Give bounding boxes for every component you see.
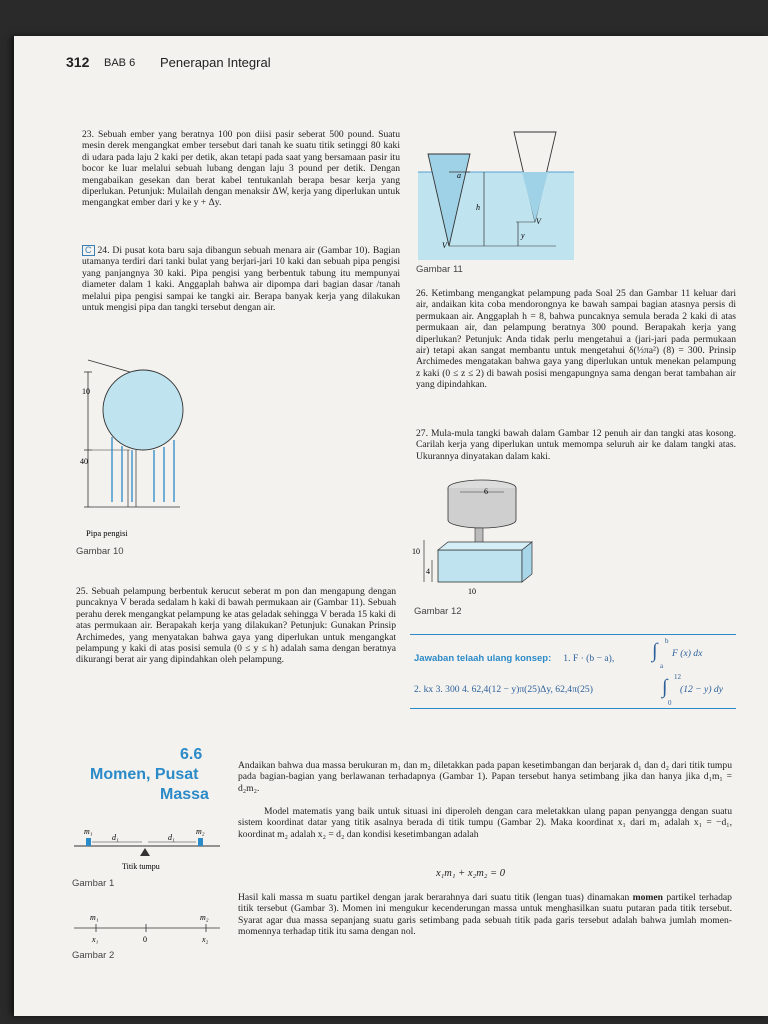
- answers-rule-bottom: [410, 708, 736, 709]
- section-paragraph-3: [238, 892, 732, 938]
- answer-2-integrand: (12 − y) dy: [680, 684, 723, 695]
- integral-1-upper: b: [665, 637, 669, 645]
- fig12-label-top: 6: [484, 487, 488, 496]
- problem-24-text: 24. Di pusat kota baru saja dibangun sebuah menara air (Gambar 10). Bagian utamanya terdiri dari tanki bulat yang berjari-jari 10 kaki dan sebuah pipa pengisi yang panjangnya 30 kaki. Pipa pengisi yang berbentuk tabung itu mempunyai diameter dalam 1 kaki. Anggaplah bahwa air dipompa dari bagian dasar /tanah melalui pipa pengisi sampai ke tangki air. Berapa banyak kerja yang dilakukan untuk mengisi pipa dan tangki tersebut dengan air.: [82, 245, 400, 314]
- figure-11-buoy: [416, 126, 576, 262]
- section-paragraph-2: Model matematis yang baik untuk situasi ini diperoleh dengan cara meletakkan ulang papan penyangga dengan suatu sistem koordinat datar yang titik asalnya berada di titik tumpu (Gambar 2). Maka koordinat x₁ dari m₁ adalah x₁ = −d₁, koordinat m₂ adalah x₂ = d₂ dan kondisi kesetimbangan adalah: [238, 806, 732, 840]
- fig12-label-10w: 10: [468, 587, 476, 596]
- fig10-label-40: 40: [80, 457, 88, 466]
- problem-25: 25. Sebuah pelampung berbentuk kerucut seberat m pon dan mengapung dengan puncaknya V berada sedalam h kaki di bawah permukaan air (Gambar 11). Sebuah perahu derek mengangkat pelampung ke atas geladak sehingga V berada 15 kaki di atas permukaan air. Berapakah kerja yang dilakukan? Petunjuk: Gunakan Prinsip Archimedes, yang menyatakan bahwa gaya yang diperlukan untuk mengangkat pelampung y kaki di atas posisi semula (0 ≤ y ≤ h) adalah sama dengan beratnya dikurangi berat air yang dipindahkan oleh pelampung.: [76, 586, 396, 666]
- section-paragraph-1: Andaikan bahwa dua massa berukuran m₁ dan m₂ diletakkan pada papan kesetimbangan dan berjarak d₁ dan d₂ dari titik tumpu pada bagian-bagian yang berlawanan terhadapnya (Gambar 1). Papan tersebut hanya setimbang jika dan hanya jika d₁m₁ = d₂m₂.: [238, 760, 732, 794]
- problem-26: 26. Ketimbang mengangkat pelampung pada Soal 25 dan Gambar 11 keluar dari air, andaikan kita coba mendorongnya ke bawah sampai bagian atasnya persis di permukaan air. Anggaplah h = 8, bahwa puncaknya semula berada 2 kaki di atas permukaan air, dan pelampung beratnya 300 pound. Berapakah kerja yang diperlukan? Petunjuk: Anda tidak perlu mengetahui a (jari-jari pada permukaan air) tetapi akan sangat membantu untuk mengetahui δ(⅓πa²) (8) = 300. Prinsip Archimedes mengatakan bahwa gaya yang diperlukan untuk menekan pelampung z kaki (0 ≤ z ≤ 2) di bawah posisi mengapungnya sama dengan berat tambahan air yang dipindahkan.: [416, 288, 736, 391]
- integral-2-upper: 12: [674, 673, 681, 681]
- answer-1: 1. F · (b − a),: [563, 653, 615, 664]
- answers-title: Jawaban telaah ulang konsep:: [414, 653, 552, 664]
- equilibrium-equation: x₁m₁ + x₂m₂ = 0: [436, 868, 506, 879]
- figure-2-axis: [70, 908, 230, 948]
- figure-2-caption: Gambar 2: [72, 950, 115, 961]
- answer-1-integrand: F (x) dx: [672, 648, 703, 659]
- fig12-label-10h: 10: [412, 547, 420, 556]
- fig11-label-v1: V: [442, 241, 447, 250]
- figure-10-caption: Gambar 10: [76, 546, 124, 557]
- figure-11-caption: Gambar 11: [416, 264, 463, 275]
- section-title-line-2: Massa: [160, 786, 209, 803]
- fig1-d1: d₁: [112, 833, 119, 842]
- fig11-label-v2: V: [536, 217, 541, 226]
- fig10-pipe-label: Pipa pengisi: [86, 528, 128, 538]
- chapter-title: Penerapan Integral: [160, 55, 271, 70]
- problem-23: 23. Sebuah ember yang beratnya 100 pon diisi pasir seberat 500 pound. Suatu mesin derek mengangkat ember tersebut dari tanah ke suatu titik setinggi 80 kaki di udara pada laju 2 kaki per detik, akan tetapi pada saat yang bersamaan pasir itu bocor ke luar melalui sebuah lubang dengan laju 3 pound per detik. Dengan mengabaikan gesekan dan berat kabel tentukanlah berapa besar kerja yang diperlukan. Petunjuk: Mulailah dengan menaksir ΔW, kerja yang diperlukan untuk mengangkat ember dari y ke y + Δy.: [82, 129, 400, 209]
- figure-12-tanks: [410, 474, 560, 600]
- figure-1-balance: [70, 824, 230, 874]
- page-number: 312: [66, 54, 90, 70]
- problem-24: [82, 245, 400, 313]
- problem-27: 27. Mula-mula tangki bawah dalam Gambar 12 penuh air dan tangki atas kosong. Carilah kerja yang diperlukan untuk memompa seluruh air ke dalam tangki atas. Ukurannya dinyatakan dalam kaki.: [416, 428, 736, 462]
- fig11-label-y: y: [521, 231, 525, 240]
- figure-10-water-tower: [70, 352, 270, 542]
- para3-part-a: Hasil kali massa m suatu partikel dengan jarak berarahnya dari suatu titik (lengan tuas) dinamakan: [238, 892, 630, 903]
- fig1-d2: d₁: [168, 833, 175, 842]
- term-momen: momen: [632, 892, 663, 903]
- calculator-badge: C: [82, 245, 95, 256]
- section-title-line-1: Momen, Pusat: [90, 766, 199, 783]
- fig11-label-a: a: [457, 171, 461, 180]
- integral-1-lower: a: [660, 662, 664, 670]
- figure-1-caption: Gambar 1: [72, 878, 115, 889]
- fig2-x1: x₁: [92, 935, 99, 944]
- para3-part-b: partikel terhadap titik tersebut (Gambar 3). Momen ini mengukur kecenderungan massa untuk menghasilkan suatu putaran pada titik tersebut. Syarat agar dua massa sepanjang suatu garis setimbang pada sebuah titik pada garis tersebut adalah bahwa jumlah momen-momennya terhadap titik itu sama dengan nol.: [238, 892, 732, 938]
- fig1-m2: m₂: [196, 827, 205, 836]
- integral-2-lower: 0: [668, 699, 672, 707]
- fig1-m1: m₁: [84, 827, 93, 836]
- integral-sign-1: ∫: [652, 640, 658, 662]
- fig2-x2: x₂: [202, 935, 209, 944]
- section-number: 6.6: [180, 746, 203, 763]
- fig2-m1: m₁: [90, 913, 99, 922]
- answers-rule-top: [410, 634, 736, 635]
- fig12-label-4: 4: [426, 567, 430, 576]
- fig10-label-10: 10: [82, 387, 90, 396]
- answers-line-2: 2. kx 3. 300 4. 62,4(12 − y)π(25)Δy, 62,4π(25): [414, 684, 593, 695]
- answers-line-1: [414, 648, 614, 666]
- chapter-label: BAB 6: [104, 57, 136, 69]
- fig2-m2: m₂: [200, 913, 209, 922]
- fig1-fulcrum-label: Titik tumpu: [122, 862, 160, 871]
- fig11-label-h: h: [476, 203, 480, 212]
- integral-sign-2: ∫: [662, 676, 668, 698]
- figure-12-caption: Gambar 12: [414, 606, 462, 617]
- fig2-zero: 0: [143, 935, 147, 944]
